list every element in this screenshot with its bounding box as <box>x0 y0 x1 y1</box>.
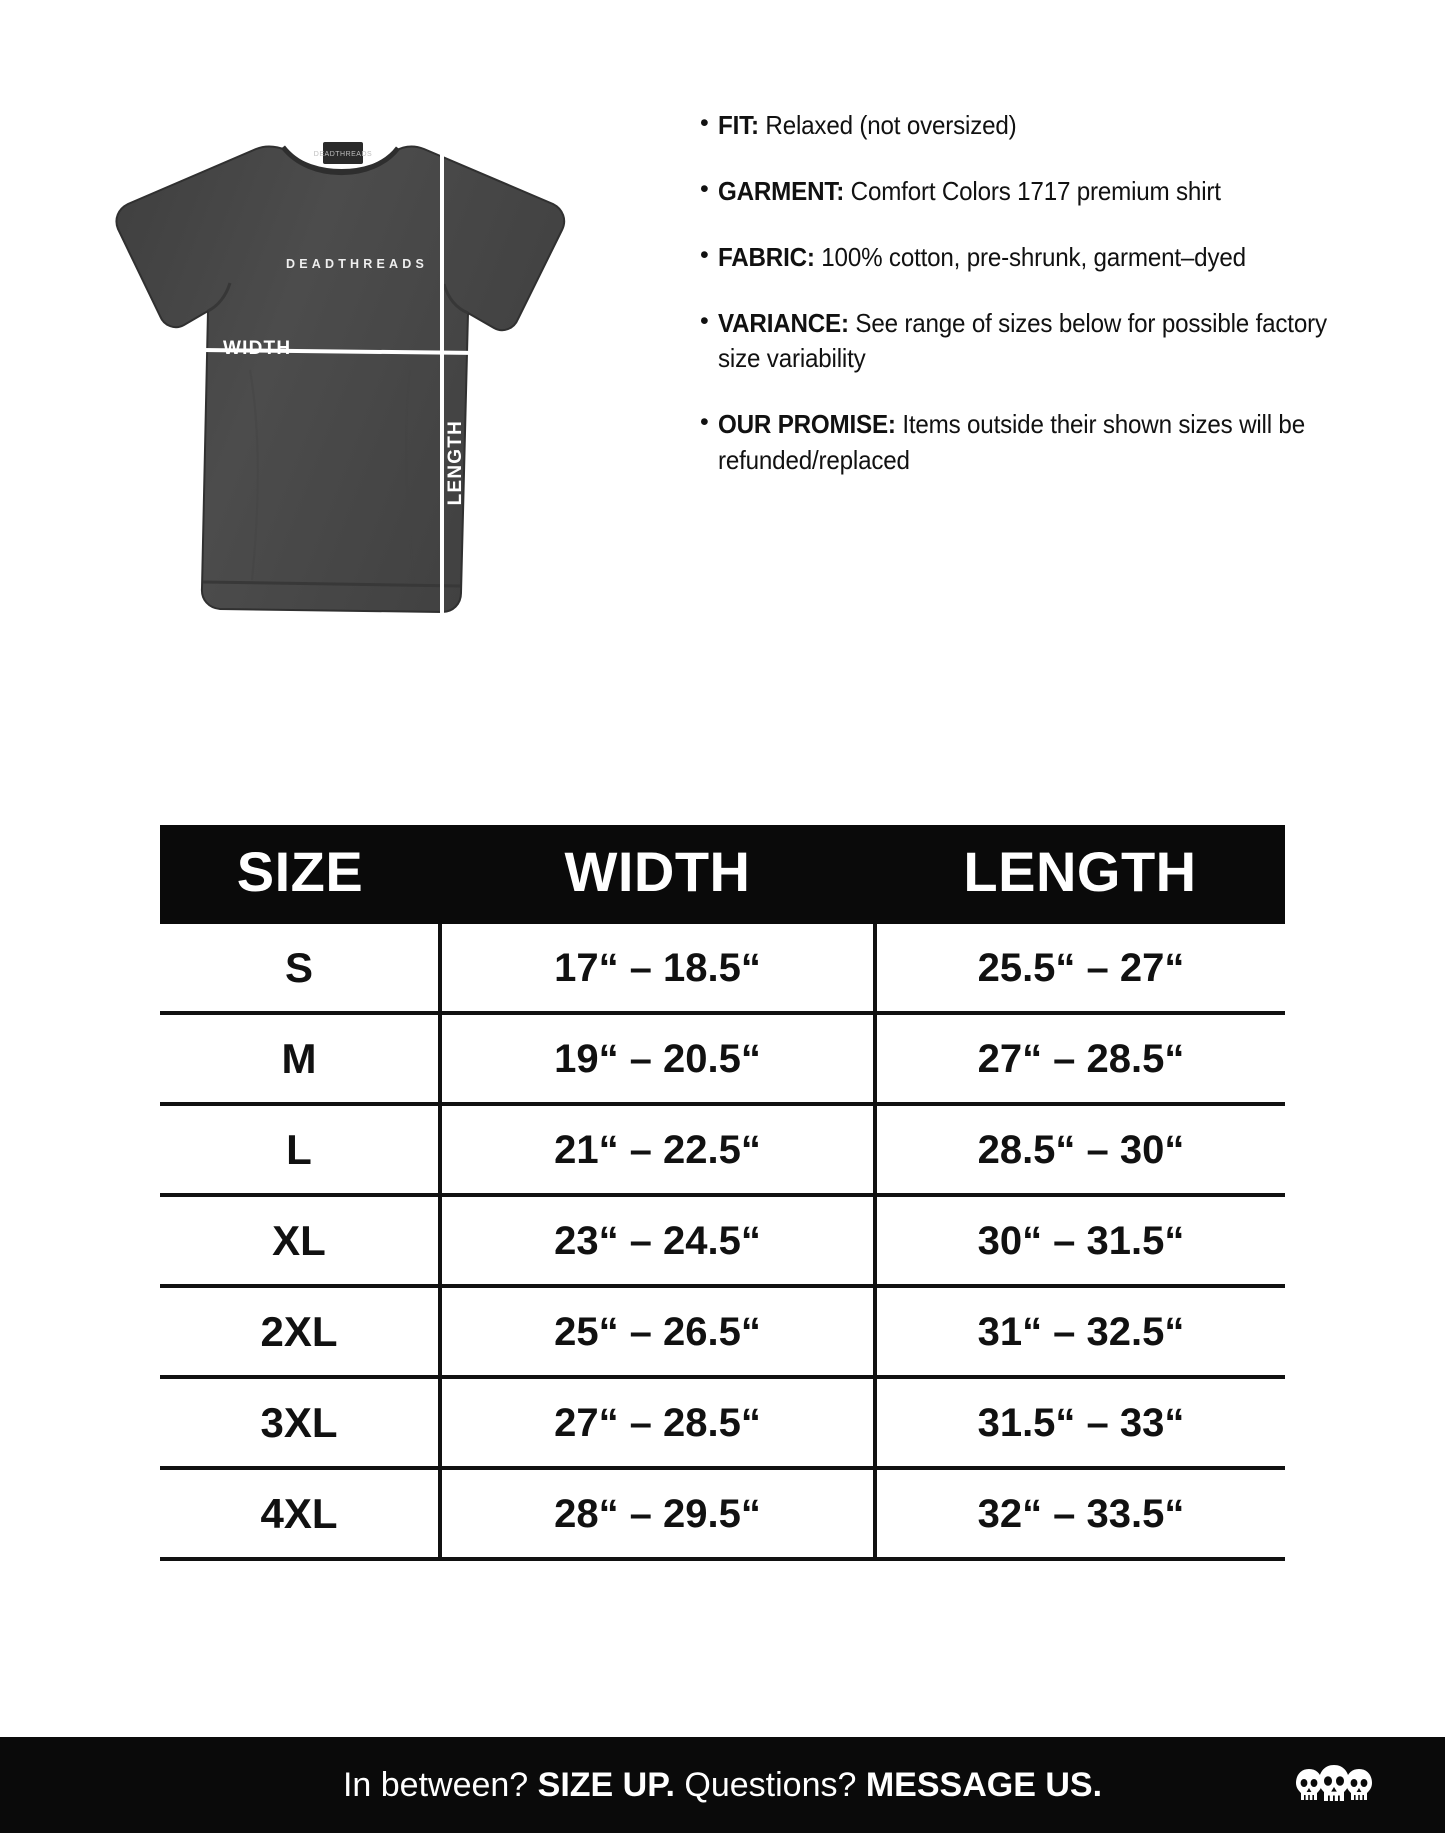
table-row <box>160 1377 1285 1468</box>
bullet-content <box>718 108 1352 143</box>
cell-width: 21“ – 22.5“ <box>440 1104 875 1195</box>
cell-size: XL <box>160 1195 440 1286</box>
cell-size: 3XL <box>160 1377 440 1468</box>
list-item <box>700 174 1400 209</box>
cell-width: 28“ – 29.5“ <box>440 1468 875 1559</box>
length-measure-label: LENGTH <box>445 420 466 506</box>
footer-part-4: MESSAGE US. <box>865 1765 1103 1804</box>
bullet-dot-icon: • <box>700 307 709 336</box>
list-item <box>700 306 1400 376</box>
cell-length: 31“ – 32.5“ <box>875 1286 1285 1377</box>
cell-width: 17“ – 18.5“ <box>440 924 875 1013</box>
shirt-illustration <box>90 120 630 660</box>
bullet-body: 100% cotton, pre-shrunk, garment–dyed <box>814 242 1246 273</box>
table-row <box>160 1195 1285 1286</box>
cell-width: 25“ – 26.5“ <box>440 1286 875 1377</box>
table-row <box>160 1104 1285 1195</box>
top-section <box>0 0 1445 700</box>
table-header-row <box>160 825 1285 924</box>
cell-length: 31.5“ – 33“ <box>875 1377 1285 1468</box>
bullet-label: FIT: <box>718 110 759 140</box>
cell-length: 25.5“ – 27“ <box>875 924 1285 1013</box>
cell-width: 27“ – 28.5“ <box>440 1377 875 1468</box>
bullet-label: VARIANCE: <box>718 308 849 339</box>
cell-width: 23“ – 24.5“ <box>440 1195 875 1286</box>
cell-length: 30“ – 31.5“ <box>875 1195 1285 1286</box>
column-header-width: WIDTH <box>440 825 875 924</box>
footer-part-1: In between? <box>342 1765 538 1804</box>
cell-size: L <box>160 1104 440 1195</box>
table-row <box>160 1468 1285 1559</box>
footer-banner <box>0 1737 1445 1833</box>
bullet-label: FABRIC: <box>718 242 815 273</box>
column-header-size: SIZE <box>160 825 440 924</box>
bullet-dot-icon: • <box>700 408 709 437</box>
bullet-content <box>718 240 1352 275</box>
bullet-label: OUR PROMISE: <box>718 409 896 440</box>
footer-message <box>343 1766 1102 1805</box>
size-chart-table <box>160 825 1285 1561</box>
cell-size: S <box>160 924 440 1013</box>
list-item <box>700 407 1400 477</box>
cell-size: 2XL <box>160 1286 440 1377</box>
cell-length: 28.5“ – 30“ <box>875 1104 1285 1195</box>
column-header-length: LENGTH <box>875 825 1285 924</box>
table-row <box>160 924 1285 1013</box>
tshirt-icon <box>90 120 630 660</box>
table-row <box>160 1013 1285 1104</box>
bullet-content <box>718 306 1352 376</box>
bullet-body: Items outside their shown sizes will be refunded/replaced <box>718 409 1305 475</box>
footer-part-3: Questions? <box>674 1765 866 1804</box>
bullet-dot-icon: • <box>700 241 709 270</box>
cell-width: 19“ – 20.5“ <box>440 1013 875 1104</box>
table-row <box>160 1286 1285 1377</box>
bullet-body: Relaxed (not oversized) <box>758 110 1017 140</box>
shirt-brand-print: DEADTHREADS <box>286 257 429 271</box>
bullet-label: GARMENT: <box>718 176 845 207</box>
bullet-content <box>718 174 1352 209</box>
bullet-dot-icon: • <box>700 175 709 204</box>
cell-size: M <box>160 1013 440 1104</box>
cell-length: 27“ – 28.5“ <box>875 1013 1285 1104</box>
width-measure-label: WIDTH <box>223 338 292 359</box>
bullet-content <box>718 407 1352 477</box>
product-details-list <box>700 108 1400 509</box>
list-item <box>700 240 1400 275</box>
footer-part-2: SIZE UP. <box>537 1765 675 1804</box>
cell-length: 32“ – 33.5“ <box>875 1468 1285 1559</box>
bullet-body: Comfort Colors 1717 premium shirt <box>844 176 1221 207</box>
cell-size: 4XL <box>160 1468 440 1559</box>
bullet-body: See range of sizes below for possible factory size variability <box>718 308 1327 374</box>
bullet-dot-icon: • <box>700 109 709 137</box>
list-item <box>700 108 1400 143</box>
skulls-icon <box>1295 1763 1373 1807</box>
svg-text:DEADTHREADS: DEADTHREADS <box>313 151 373 158</box>
